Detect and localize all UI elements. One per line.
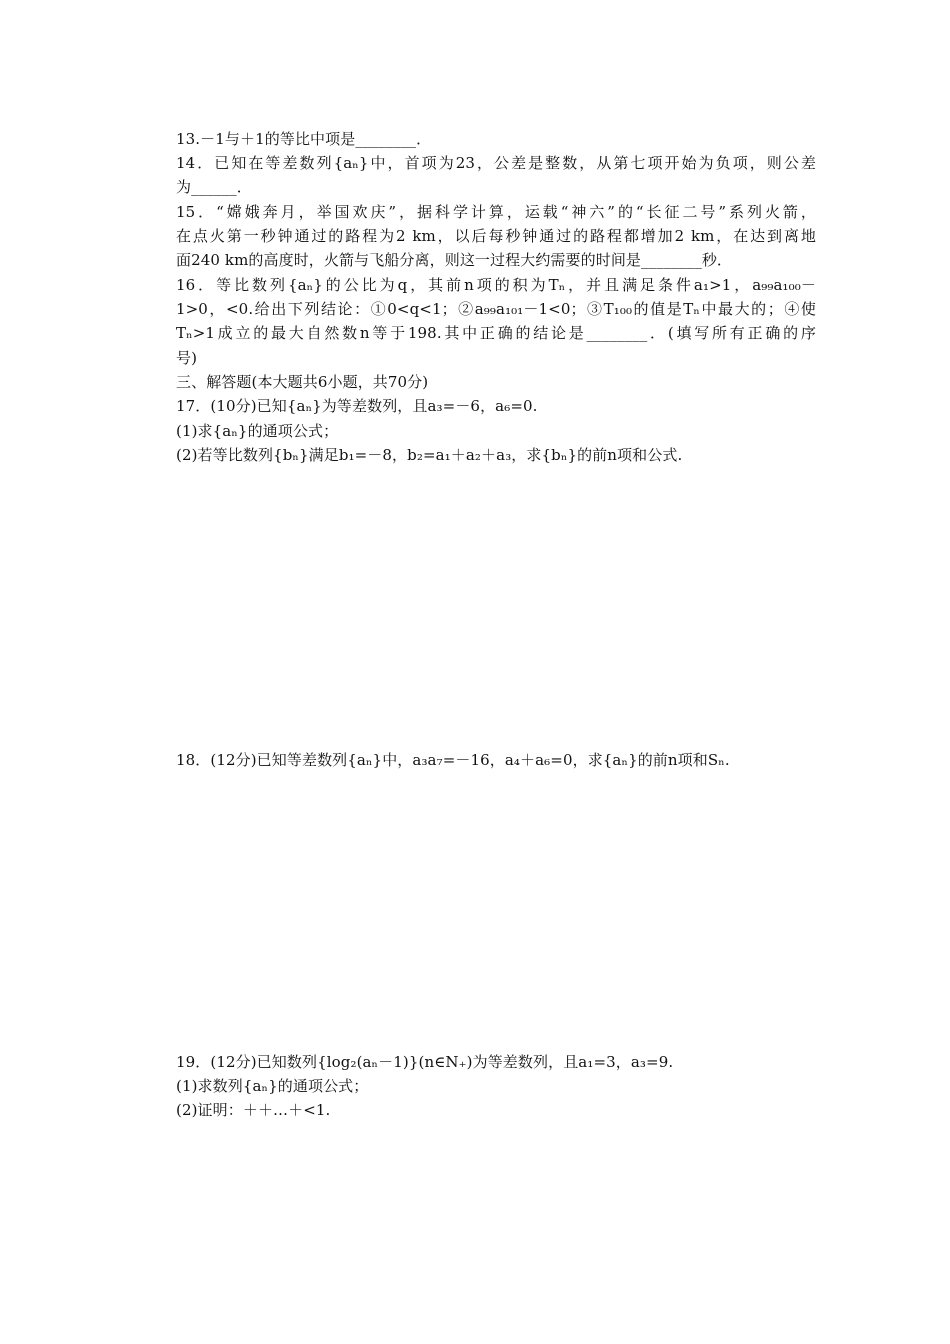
question-18-stem: 18．(12分)已知等差数列{aₙ}中，a₃a₇=－16，a₄＋a₆=0，求{aₙ}的前n项和Sₙ. — [176, 751, 730, 769]
question-16-line-3: Tₙ>1成立的最大自然数n等于198.其中正确的结论是________．(填写所有正确的序 — [176, 324, 816, 342]
question-16-line-1: 16．等比数列{aₙ}的公比为q，其前n项的积为Tₙ，并且满足条件a₁>1，a₉₉a₁₀₀－ — [176, 276, 816, 294]
question-19-stem: 19．(12分)已知数列{log₂(aₙ－1)}(n∈N₊)为等差数列，且a₁=3，a₃=9. — [176, 1053, 674, 1071]
question-17-stem: 17．(10分)已知{aₙ}为等差数列，且a₃=－6，a₆=0. — [176, 397, 538, 415]
question-15-line-2: 在点火第一秒钟通过的路程为2 km，以后每秒钟通过的路程都增加2 km，在达到离地 — [176, 227, 816, 245]
question-14-line-1: 14．已知在等差数列{aₙ}中，首项为23，公差是整数，从第七项开始为负项，则公差 — [176, 154, 816, 172]
question-16-line-2: 1>0，<0.给出下列结论：①0<q<1；②a₉₉a₁₀₁－1<0；③T₁₀₀的值是Tₙ中最大的；④使 — [176, 300, 816, 318]
section-heading-answers: 三、解答题(本大题共6小题，共70分) — [176, 373, 429, 391]
question-19-part-1: (1)求数列{aₙ}的通项公式； — [176, 1077, 369, 1095]
question-16-line-4: 号) — [176, 349, 198, 367]
question-15-line-1: 15．“嫦娥奔月，举国欢庆”，据科学计算，运载“神六”的“长征二号”系列火箭， — [176, 203, 816, 221]
question-17-part-1: (1)求{aₙ}的通项公式； — [176, 422, 339, 440]
question-14-line-2: 为______． — [176, 178, 252, 196]
question-13: 13.－1与＋1的等比中项是________． — [176, 130, 432, 148]
question-15-line-3: 面240 km的高度时，火箭与飞船分离，则这一过程大约需要的时间是________秒． — [176, 251, 733, 269]
question-19-part-2: (2)证明：＋＋…＋<1. — [176, 1101, 331, 1119]
question-17-part-2: (2)若等比数列{bₙ}满足b₁=－8，b₂=a₁＋a₂＋a₃，求{bₙ}的前n项和公式. — [176, 446, 683, 464]
